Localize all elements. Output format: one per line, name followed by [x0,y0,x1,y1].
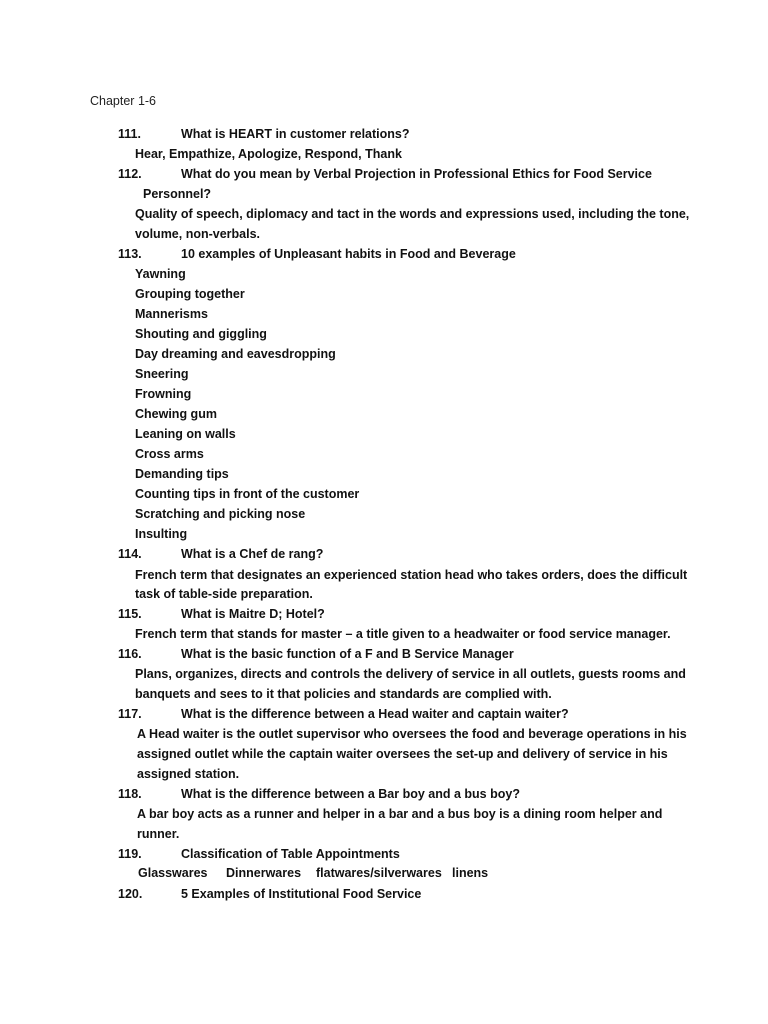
list-item: Sneering [135,367,189,381]
question-text: What is a Chef de rang? [181,547,324,561]
table-appointments-list [138,865,488,881]
list-item: flatwares/silverwares [316,866,442,880]
question-text: What do you mean by Verbal Projection in Professional Ethics for Food Service [181,167,652,181]
list-item: Yawning [135,267,186,281]
question-number: 111. [118,127,141,141]
answer-text: Hear, Empathize, Apologize, Respond, Thank [135,147,402,161]
answer-text: Quality of speech, diplomacy and tact in the words and expressions used, including the tone, [135,207,690,221]
question-number: 116. [118,647,142,661]
question-text: 5 Examples of Institutional Food Service [181,887,422,901]
list-item: Shouting and giggling [135,327,267,341]
question-text: What is Maitre D; Hotel? [181,607,325,621]
question-number: 114. [118,547,142,561]
list-item: Glasswares [138,866,208,880]
list-item: Cross arms [135,447,204,461]
question-number: 113. [118,247,142,261]
list-item: Scratching and picking nose [135,507,306,521]
answer-text: task of table-side preparation. [135,587,313,601]
list-item: Insulting [135,527,188,541]
question-text-continued: Personnel? [143,187,212,201]
question-text: 10 examples of Unpleasant habits in Food and Beverage [181,247,516,261]
list-item: Chewing gum [135,407,217,421]
question-number: 119. [118,847,142,861]
list-item: Day dreaming and eavesdropping [135,347,336,361]
answer-text: banquets and sees to it that policies and standards are complied with. [135,687,552,701]
list-item: Grouping together [135,287,245,301]
list-item: Mannerisms [135,307,208,321]
answer-text: assigned station. [137,767,240,781]
answer-text: A Head waiter is the outlet supervisor who oversees the food and beverage operations in his [137,727,687,741]
question-text: What is the basic function of a F and B Service Manager [181,647,514,661]
list-item: Dinnerwares [226,866,302,880]
question-text: What is the difference between a Head waiter and captain waiter? [181,707,569,721]
question-number: 112. [118,167,142,181]
answer-text: runner. [137,827,180,841]
question-text: What is the difference between a Bar boy and a bus boy? [181,787,520,801]
answer-text: French term that designates an experienced station head who takes orders, does the difficult [135,568,688,582]
answer-text: volume, non-verbals. [135,227,261,241]
list-item: Demanding tips [135,467,229,481]
list-item: Leaning on walls [135,427,236,441]
question-number: 118. [118,787,142,801]
question-number: 120. [118,887,143,901]
list-item: linens [452,866,489,880]
answer-text: French term that stands for master – a title given to a headwaiter or food service manager. [135,627,671,641]
question-text: What is HEART in customer relations? [181,127,410,141]
question-text: Classification of Table Appointments [181,847,400,861]
answer-text: A bar boy acts as a runner and helper in a bar and a bus boy is a dining room helper and [137,807,663,821]
answer-text: assigned outlet while the captain waiter oversees the set-up and delivery of service in his [137,747,668,761]
list-item: Frowning [135,387,192,401]
question-number: 115. [118,607,142,621]
list-item: Counting tips in front of the customer [135,487,360,501]
answer-text: Plans, organizes, directs and controls the delivery of service in all outlets, guests rooms and [135,667,686,681]
question-number: 117. [118,707,142,721]
chapter-title: Chapter 1-6 [90,94,157,108]
